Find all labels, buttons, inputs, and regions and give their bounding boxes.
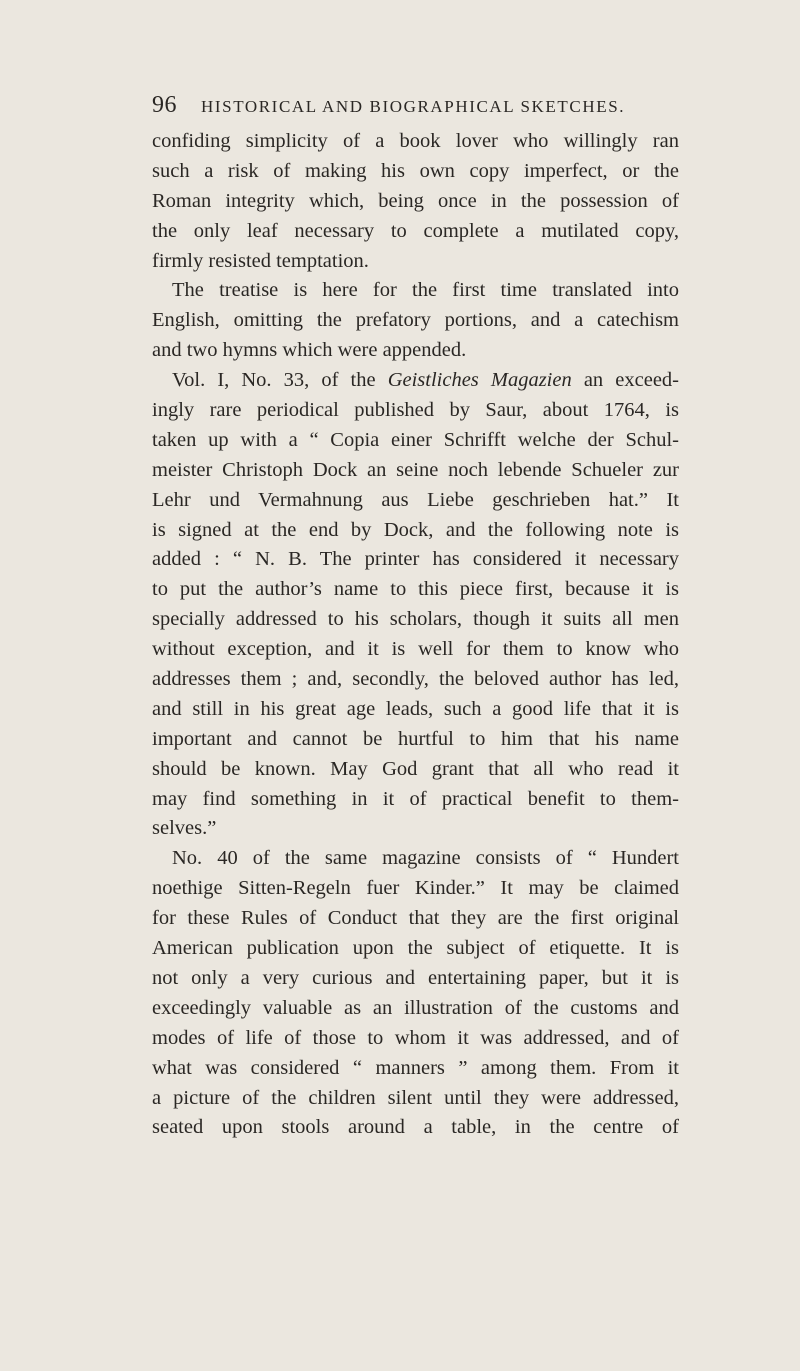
- text-line: the only leaf necessary to complete a mutilated copy,: [152, 219, 679, 242]
- text-line: such a risk of making his own copy imperfect, or the: [152, 159, 679, 182]
- running-head: HISTORICAL AND BIOGRAPHICAL SKETCHES.: [201, 97, 626, 116]
- text-line: Vol. I, No. 33, of the Geistliches Magazien an exceed-: [172, 369, 679, 392]
- text-line: taken up with a “ Copia einer Schrifft welche der Schul-: [152, 428, 679, 451]
- text-line: meister Christoph Dock an seine noch lebende Schueler zur: [152, 458, 679, 481]
- text-line: confiding simplicity of a book lover who willingly ran: [152, 130, 679, 152]
- text-line: specially addressed to his scholars, though it suits all men: [152, 608, 679, 631]
- magazine-title: Geistliches Magazien: [387, 369, 572, 392]
- text-line: important and cannot be hurtful to him that his name: [152, 727, 679, 750]
- text-line: modes of life of those to whom it was addressed, and of: [152, 1026, 679, 1049]
- text-line: English, omitting the prefatory portions, and a catechism: [152, 309, 679, 332]
- page-header: [152, 92, 672, 122]
- text-line: may find something in it of practical benefit to them-: [152, 787, 679, 810]
- text-line: added : “ N. B. The printer has considered it necessary: [152, 548, 679, 571]
- body-text: [152, 127, 679, 1143]
- text-line: is signed at the end by Dock, and the following note is: [152, 518, 679, 541]
- text-line: addresses them ; and, secondly, the beloved author has led,: [152, 668, 679, 691]
- text-line: without exception, and it is well for them to know who: [152, 638, 679, 661]
- text-line: noethige Sitten-Regeln fuer Kinder.” It may be claimed: [152, 877, 679, 900]
- text-line: selves.”: [152, 817, 217, 840]
- text-line: not only a very curious and entertaining paper, but it is: [152, 966, 679, 989]
- text-line: what was considered “ manners ” among them. From it: [152, 1056, 679, 1079]
- text-line: to put the author’s name to this piece first, because it is: [152, 578, 679, 601]
- page-number: 96: [152, 92, 177, 118]
- text-line: and two hymns which were appended.: [152, 339, 467, 362]
- text-line: and still in his great age leads, such a good life that it is: [152, 697, 679, 720]
- text-line: firmly resisted temptation.: [152, 249, 369, 272]
- text-line: The treatise is here for the first time translated into: [172, 279, 679, 302]
- text-line: a picture of the children silent until they were addressed,: [152, 1086, 679, 1109]
- text-line: should be known. May God grant that all who read it: [152, 757, 679, 780]
- text-line: ingly rare periodical published by Saur, about 1764, is: [152, 399, 679, 422]
- text-line: Lehr und Vermahnung aus Liebe geschrieben hat.” It: [152, 488, 679, 511]
- text-line: American publication upon the subject of etiquette. It is: [152, 937, 679, 960]
- text-line: for these Rules of Conduct that they are the first original: [152, 907, 679, 930]
- text-line: seated upon stools around a table, in the centre of: [152, 1116, 679, 1139]
- text-line: No. 40 of the same magazine consists of “ Hundert: [172, 847, 679, 870]
- text-line: Roman integrity which, being once in the possession of: [152, 189, 679, 212]
- text-line: exceedingly valuable as an illustration of the customs and: [152, 996, 679, 1019]
